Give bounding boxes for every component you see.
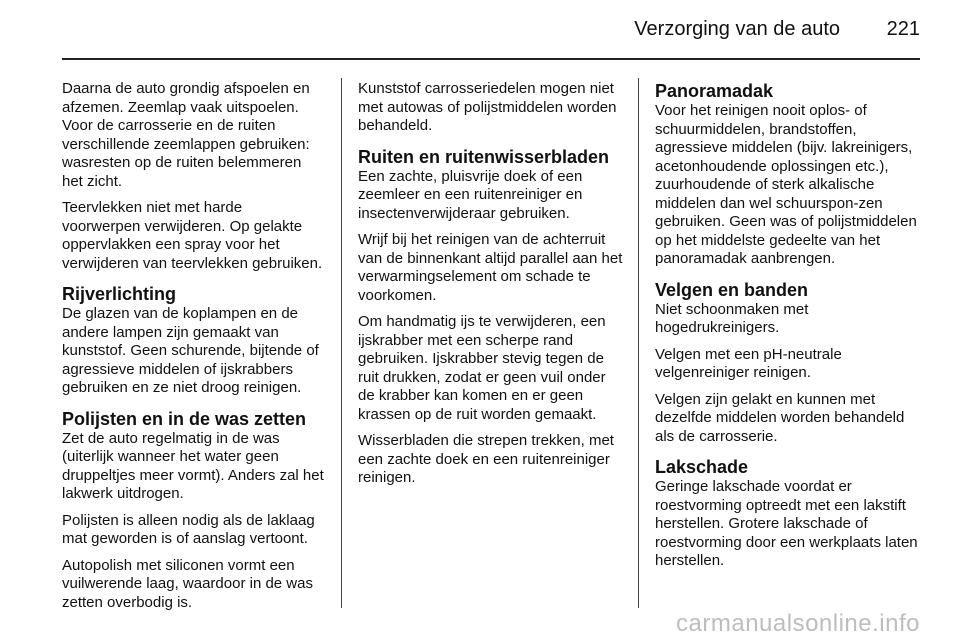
paragraph: Wisserbladen die strepen trekken, met een zachte doek en een ruitenreiniger reinigen. xyxy=(358,432,614,486)
column-divider xyxy=(341,78,342,608)
paragraph: Voor het reinigen nooit oplos- of schuurmiddelen, brandstoffen, agressieve middelen (bijv. lakreinigers, acetonhoudende oplossingen etc.), zuurhoudende of sterk alkalische middelen dan wel schuurspon-zen gebruiken. Geen was of polijstmiddelen op het middelste gedeelte van het panoramadak aanbrengen. xyxy=(655,102,917,267)
page-number: 221 xyxy=(886,18,920,40)
paragraph: Polijsten is alleen nodig als de laklaag mat geworden is of aanslag vertoont. xyxy=(62,511,315,547)
paragraph: Kunststof carrosseriedelen mogen niet met autowas of polijstmiddelen worden behandeld. xyxy=(358,80,617,134)
paragraph: Een zachte, pluisvrije doek of een zeemleer en een ruitenreiniger en insectenverwijderaar gebruiken. xyxy=(358,167,583,222)
watermark: carmanualsonline.info xyxy=(676,610,920,637)
header-rule xyxy=(62,58,920,60)
page-title: Verzorging van de auto xyxy=(634,18,840,40)
section-heading: Lakschade xyxy=(655,457,749,477)
page-header xyxy=(0,0,960,62)
paragraph: Geringe lakschade voordat er roestvorming optreedt met een lakstift herstellen. Grotere lakschade of roestvorming door een werkplaats laten herstellen. xyxy=(655,478,918,569)
paragraph: Velgen met een pH-neutrale velgenreiniger reinigen. xyxy=(655,345,842,381)
paragraph: Autopolish met siliconen vormt een vuilwerende laag, waardoor in de was zetten overbodig is. xyxy=(62,556,313,611)
paragraph: Daarna de auto grondig afspoelen en afzemen. Zeemlap vaak uitspoelen. Voor de carrosserie en de ruiten verschillende zeemlappen gebruiken: wasresten op de ruiten belemmeren het zicht. xyxy=(62,80,310,190)
paragraph: Wrijf bij het reinigen van de achterruit van de binnenkant altijd parallel aan het verwarmingselement om schade te voorkomen. xyxy=(358,231,623,304)
column-2 xyxy=(358,80,624,496)
paragraph: Zet de auto regelmatig in de was (uiterlijk wanneer het water geen druppeltjes meer vormt). Anders zal het lakwerk uitdrogen. xyxy=(62,429,324,502)
paragraph: Niet schoonmaken met hogedrukreinigers. xyxy=(655,300,809,336)
section-heading: Polijsten en in de was zetten xyxy=(62,408,307,429)
section-heading: Panoramadak xyxy=(655,81,774,101)
column-divider xyxy=(638,78,639,608)
column-1 xyxy=(62,80,324,620)
paragraph: Teervlekken niet met harde voorwerpen verwijderen. Op gelakte oppervlakken een spray voor het verwijderen van teervlekken gebruiken. xyxy=(62,199,323,272)
paragraph: Velgen zijn gelakt en kunnen met dezelfde middelen worden behandeld als de carrosserie. xyxy=(655,390,905,445)
section-heading: Rijverlichting xyxy=(62,284,177,304)
column-3 xyxy=(655,80,923,579)
section-heading: Ruiten en ruitenwisserbladen xyxy=(358,146,610,167)
paragraph: De glazen van de koplampen en de andere lampen zijn gemaakt van kunststof. Geen schurende, bijtende of agressieve middelen of ijskrabbers gebruiken en ze niet droog reinigen. xyxy=(62,305,319,396)
section-heading: Velgen en banden xyxy=(655,279,809,300)
paragraph: Om handmatig ijs te verwijderen, een ijskrabber met een scherpe rand gebruiken. Ijskrabber stevig tegen de ruit drukken, zodat er geen vuil onder de krabber kan komen en er geen krassen op de ruit worden gemaakt. xyxy=(358,313,606,423)
